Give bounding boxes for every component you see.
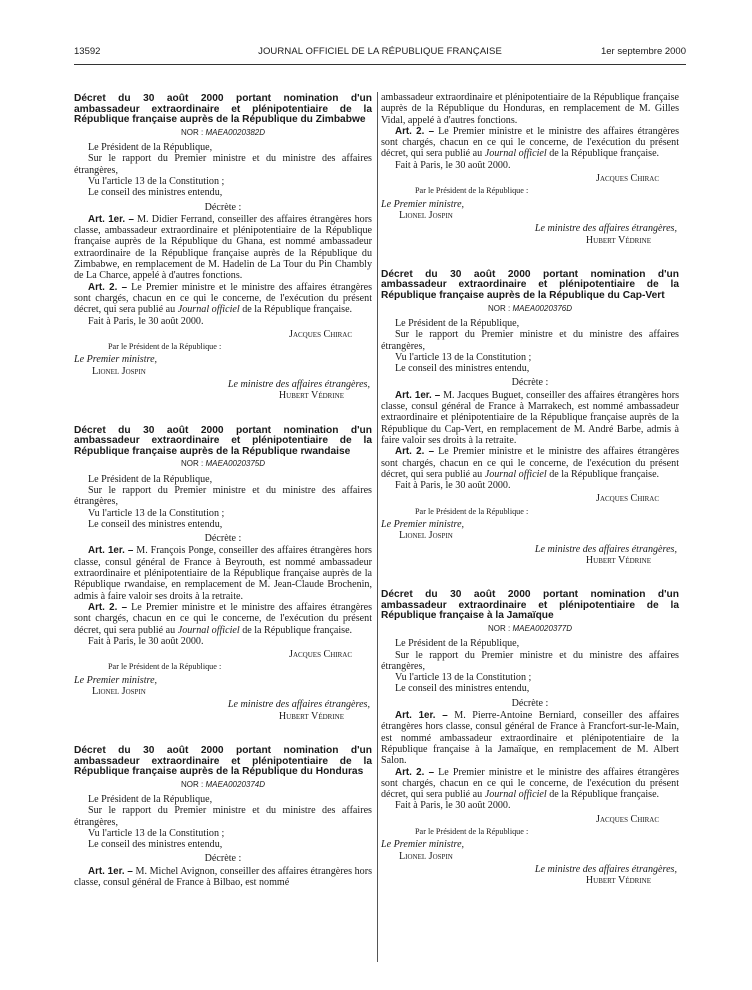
premier-ministre-name: Lionel Jospin bbox=[399, 530, 453, 542]
nor-reference bbox=[74, 458, 372, 469]
ministre-name: Hubert Védrine bbox=[585, 234, 651, 246]
president-signature: Jacques Chirac bbox=[596, 813, 659, 825]
article-1 bbox=[74, 214, 372, 282]
premier-ministre-name: Lionel Jospin bbox=[92, 686, 146, 698]
fait-line: Fait à Paris, le 30 août 2000. bbox=[88, 635, 204, 647]
article-1-text: M. Jacques Buguet, conseiller des affaires étrangères hors classe, consul général de France à Marrakech, est nommé ambassadeur extraordinaire et plénipotentiaire de la République française auprès de la République du Cap-Vert, en remplacement de M. André Barbe, admis à faire valoir ses droits à la retraite. bbox=[381, 389, 679, 446]
article-1 bbox=[381, 710, 679, 766]
premier-ministre-name: Lionel Jospin bbox=[399, 850, 453, 862]
rapport-line: Sur le rapport du Premier ministre et du ministre des affaires étrangères, bbox=[381, 329, 679, 352]
nor-label: NOR : bbox=[180, 459, 204, 469]
ministre-name: Hubert Védrine bbox=[278, 710, 344, 722]
rapport-line: Sur le rapport du Premier ministre et du ministre des affaires étrangères, bbox=[381, 649, 679, 672]
decree-rwanda bbox=[74, 426, 372, 722]
decree-honduras bbox=[74, 746, 372, 888]
decree-title: Décret du 30 août 2000 portant nomination d'un ambassadeur extraordinaire et plénipotentiaire de la République française auprès de la République du Zimbabwe bbox=[74, 93, 372, 126]
conseil-line: Le conseil des ministres entendu, bbox=[395, 683, 530, 695]
article-1-label: Art. 1er. – bbox=[395, 389, 441, 401]
column-divider bbox=[377, 92, 378, 962]
premier-ministre-title: Le Premier ministre, bbox=[381, 198, 465, 210]
header-rule bbox=[74, 64, 686, 65]
rapport-line: Sur le rapport du Premier ministre et du ministre des affaires étrangères, bbox=[74, 484, 372, 508]
par-le-president: Par le Président de la République : bbox=[108, 662, 222, 672]
page-number: 13592 bbox=[74, 46, 101, 57]
decree-honduras-continued bbox=[381, 92, 679, 246]
nor-code: MAEA0020374D bbox=[205, 779, 266, 789]
article-2-end: de la République française. bbox=[549, 468, 660, 480]
nor-reference bbox=[381, 303, 679, 314]
par-le-president: Par le Président de la République : bbox=[415, 506, 529, 516]
article-2-label: Art. 2. – bbox=[88, 281, 128, 293]
decrete-line: Décrète : bbox=[511, 377, 549, 389]
nor-reference bbox=[74, 779, 372, 790]
article-2 bbox=[74, 282, 372, 316]
journal-officiel-ref: Journal officiel bbox=[177, 304, 240, 316]
ministre-name: Hubert Védrine bbox=[278, 390, 344, 402]
right-column bbox=[381, 92, 679, 886]
nor-code: MAEA0020375D bbox=[205, 459, 266, 469]
president-signature: Jacques Chirac bbox=[596, 493, 659, 505]
nor-label: NOR : bbox=[180, 779, 204, 789]
decree-title: Décret du 30 août 2000 portant nomination d'un ambassadeur extraordinaire et plénipotentiaire de la République française à la Jamaïque bbox=[381, 589, 679, 622]
journal-officiel-ref: Journal officiel bbox=[484, 468, 547, 480]
vu-line: Vu l'article 13 de la Constitution ; bbox=[88, 175, 225, 187]
journal-title: JOURNAL OFFICIEL DE LA RÉPUBLIQUE FRANÇAISE bbox=[258, 46, 502, 57]
decrete-line: Décrète : bbox=[204, 533, 242, 545]
premier-ministre-title: Le Premier ministre, bbox=[381, 839, 465, 851]
par-le-president: Par le Président de la République : bbox=[415, 827, 529, 836]
decrete-line: Décrète : bbox=[204, 201, 242, 213]
vu-line: Vu l'article 13 de la Constitution ; bbox=[88, 507, 225, 519]
vu-line: Vu l'article 13 de la Constitution ; bbox=[395, 351, 532, 363]
decrete-line: Décrète : bbox=[511, 697, 549, 709]
vu-line: Vu l'article 13 de la Constitution ; bbox=[395, 672, 532, 684]
premier-ministre-title: Le Premier ministre, bbox=[381, 518, 465, 530]
article-2-end: de la République française. bbox=[242, 624, 353, 636]
president-line: Le Président de la République, bbox=[395, 638, 520, 650]
ministre-name: Hubert Védrine bbox=[585, 875, 651, 887]
nor-code: MAEA0020382D bbox=[205, 127, 266, 137]
article-1 bbox=[381, 390, 679, 446]
conseil-line: Le conseil des ministres entendu, bbox=[88, 187, 223, 199]
decree-title: Décret du 30 août 2000 portant nomination d'un ambassadeur extraordinaire et plénipotentiaire de la République française auprès de la République du Cap-Vert bbox=[381, 268, 679, 302]
president-line: Le Président de la République, bbox=[88, 142, 213, 154]
article-1-label: Art. 1er. – bbox=[88, 545, 134, 557]
fait-line: Fait à Paris, le 30 août 2000. bbox=[395, 800, 511, 812]
par-le-president: Par le Président de la République : bbox=[108, 342, 222, 352]
president-signature: Jacques Chirac bbox=[289, 328, 352, 340]
president-line: Le Président de la République, bbox=[395, 317, 520, 329]
nor-reference bbox=[381, 623, 679, 634]
president-line: Le Président de la République, bbox=[88, 794, 213, 805]
ministre-name: Hubert Védrine bbox=[585, 554, 651, 566]
article-2-label: Art. 2. – bbox=[395, 766, 435, 778]
journal-officiel-ref: Journal officiel bbox=[177, 624, 240, 636]
article-1-text: M. Pierre-Antoine Berniard, conseiller des affaires étrangères hors classe, consul général de France à Francfort-sur-le-Main, est nommé ambassadeur extraordinaire et plénipotentiaire de la République française à la Jamaïque, en remplacement de M. Albert Salon. bbox=[381, 710, 680, 767]
president-line: Le Président de la République, bbox=[88, 473, 213, 485]
fait-line: Fait à Paris, le 30 août 2000. bbox=[395, 480, 511, 492]
rapport-line: Sur le rapport du Premier ministre et du ministre des affaires étrangères, bbox=[74, 805, 372, 828]
article-2-label: Art. 2. – bbox=[395, 446, 435, 458]
journal-officiel-ref: Journal officiel bbox=[484, 789, 547, 801]
decree-cap-vert bbox=[381, 270, 679, 566]
decree-title: Décret du 30 août 2000 portant nomination d'un ambassadeur extraordinaire et plénipotentiaire de la République française auprès de la République du Honduras bbox=[74, 744, 372, 778]
article-1-label: Art. 1er. – bbox=[88, 213, 134, 225]
issue-date: 1er septembre 2000 bbox=[600, 46, 686, 57]
conseil-line: Le conseil des ministres entendu, bbox=[88, 839, 223, 851]
president-signature: Jacques Chirac bbox=[289, 649, 352, 661]
nor-code: MAEA0020376D bbox=[512, 303, 573, 313]
ministre-title: Le ministre des affaires étrangères, bbox=[227, 699, 370, 711]
article-2 bbox=[381, 767, 679, 801]
premier-ministre-name: Lionel Jospin bbox=[399, 209, 453, 221]
premier-ministre-title: Le Premier ministre, bbox=[74, 354, 158, 366]
article-2-text: Le Premier ministre et le ministre des affaires étrangères sont chargés, chacun en ce qui le concerne, de l'exécution du présent décret, qui sera publié au bbox=[74, 601, 372, 636]
article-2-end: de la République française. bbox=[549, 148, 660, 160]
left-column bbox=[74, 94, 372, 888]
article-2-text: Le Premier ministre et le ministre des affaires étrangères sont chargés, chacun en ce qui le concerne, de l'exécution du présent décret, qui sera publié au bbox=[381, 766, 679, 801]
article-1-text: M. François Ponge, conseiller des affaires étrangères hors classe, consul général de France à Beyrouth, est nommé ambassadeur extraordinaire et plénipotentiaire de la République française auprès de la République rwandaise, en remplacement de M. Jean-Claude Brochenin, admis à faire valoir ses droits à la retraite. bbox=[74, 545, 372, 602]
nor-label: NOR : bbox=[487, 303, 511, 313]
decree-jamaique bbox=[381, 590, 679, 886]
fait-line: Fait à Paris, le 30 août 2000. bbox=[395, 159, 511, 171]
vu-line: Vu l'article 13 de la Constitution ; bbox=[88, 827, 225, 839]
article-2-text: Le Premier ministre et le ministre des affaires étrangères sont chargés, chacun en ce qui le concerne, de l'exécution du présent décret, qui sera publié au bbox=[381, 125, 679, 160]
nor-code: MAEA0020377D bbox=[512, 623, 573, 633]
premier-ministre-name: Lionel Jospin bbox=[92, 365, 146, 377]
article-1-text: M. Michel Avignon, conseiller des affaires étrangères hors classe, consul général de France à Bilbao, est nommé bbox=[74, 865, 373, 889]
nor-reference bbox=[74, 127, 372, 138]
article-1-text: M. Didier Ferrand, conseiller des affaires étrangères hors classe, ambassadeur extraordinaire et plénipotentiaire de la République française auprès de la République du Ghana, est nommé ambassadeur extraordinaire de la République française auprès de la République du Zimbabwe, en remplacement de M. Hadelin de La Tour du Pin Chambly de La Charce, appelé à d'autres fonctions. bbox=[74, 213, 372, 282]
article-2 bbox=[381, 446, 679, 480]
article-1-continued: ambassadeur extraordinaire et plénipotentiaire de la République française auprès de la République du Honduras, en remplacement de M. Gilles Vidal, appelé à d'autres fonctions. bbox=[381, 92, 679, 126]
president-signature: Jacques Chirac bbox=[596, 173, 659, 185]
article-1 bbox=[74, 866, 372, 889]
article-1 bbox=[74, 545, 372, 601]
ministre-title: Le ministre des affaires étrangères, bbox=[534, 223, 677, 235]
article-2-label: Art. 2. – bbox=[395, 125, 435, 137]
article-2-end: de la République française. bbox=[242, 304, 353, 316]
decree-zimbabwe bbox=[74, 94, 372, 402]
article-2 bbox=[74, 602, 372, 636]
ministre-title: Le ministre des affaires étrangères, bbox=[534, 543, 677, 555]
article-1-label: Art. 1er. – bbox=[88, 865, 133, 877]
article-2-text: Le Premier ministre et le ministre des affaires étrangères sont chargés, chacun en ce qui le concerne, de l'exécution du présent décret, qui sera publié au bbox=[381, 446, 679, 480]
article-2-end: de la République française. bbox=[549, 789, 660, 801]
journal-officiel-ref: Journal officiel bbox=[484, 148, 547, 160]
par-le-president: Par le Président de la République : bbox=[415, 186, 529, 196]
ministre-title: Le ministre des affaires étrangères, bbox=[534, 863, 677, 875]
conseil-line: Le conseil des ministres entendu, bbox=[88, 518, 223, 530]
nor-label: NOR : bbox=[487, 623, 511, 633]
ministre-title: Le ministre des affaires étrangères, bbox=[227, 379, 370, 391]
decrete-line: Décrète : bbox=[204, 853, 242, 865]
fait-line: Fait à Paris, le 30 août 2000. bbox=[88, 315, 204, 327]
page-header bbox=[74, 46, 686, 60]
article-2 bbox=[381, 126, 679, 160]
decree-title: Décret du 30 août 2000 portant nomination d'un ambassadeur extraordinaire et plénipotentiaire de la République française auprès de la République rwandaise bbox=[74, 424, 372, 457]
premier-ministre-title: Le Premier ministre, bbox=[74, 674, 158, 686]
nor-label: NOR : bbox=[180, 127, 204, 137]
article-2-text: Le Premier ministre et le ministre des affaires étrangères sont chargés, chacun en ce qui le concerne, de l'exécution du présent décret, qui sera publié au bbox=[74, 281, 372, 316]
article-2-label: Art. 2. – bbox=[88, 601, 128, 613]
rapport-line: Sur le rapport du Premier ministre et du ministre des affaires étrangères, bbox=[74, 153, 372, 176]
conseil-line: Le conseil des ministres entendu, bbox=[395, 363, 530, 375]
article-1-label: Art. 1er. – bbox=[395, 710, 448, 722]
